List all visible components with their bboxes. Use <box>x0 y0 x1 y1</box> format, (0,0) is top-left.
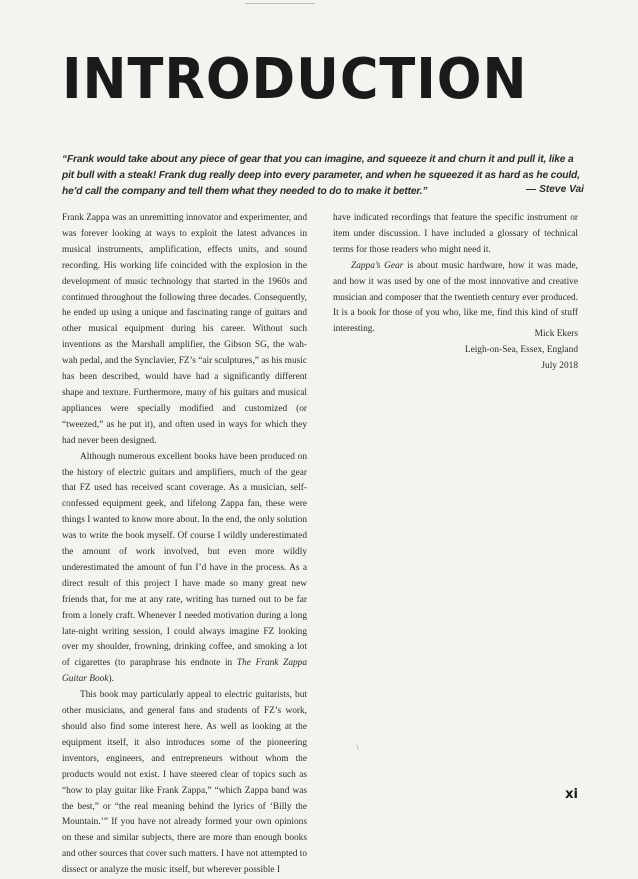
signature-block <box>333 327 578 375</box>
body-paragraph-3-continued: have indicated recordings that feature the specific instrument or item under discussion. I have included a glossary of technical terms for those readers who might need it. <box>333 213 578 255</box>
body-paragraph-2-end: ). <box>108 674 114 685</box>
author-location: Leigh-on-Sea, Essex, England <box>464 344 578 355</box>
body-column-right <box>333 211 578 338</box>
author-name: Mick Ekers <box>534 329 578 339</box>
epigraph-quote: “Frank would take about any piece of gear that you can imagine, and squeeze it and churn it and pull it, like a pit bull with a steak! Frank dug really deep into every parameter, and when he squeezed it as hard as he could, he’d call the company and tell them what they needed to do to make it better.” <box>62 154 580 197</box>
book-title-zappas-gear: Zappa’s Gear <box>351 260 404 271</box>
body-paragraph-1: Frank Zappa was an unremitting innovator and experimenter, and was forever looking at ways to exploit the latest advances in musical instruments, amplification, effects units, and sound recording. His working life coincided with the explosion in the development of music technology that started in the 1960s and continued throughout the following three decades. Consequently, he ended up using a unique and fascinating range of guitars and other musical equipment during his career. Without such inventions as the Marshall amplifier, the Gibson SG, the wah-wah pedal, and the Synclavier, FZ’s “air sculptures,” as his music has been described, would have had a significantly different shape and texture. Furthermore, many of his guitars and musical appliances were specially modified and customized (or “tweezed,” as he put it), and often used in ways for which they had never been designed. <box>62 213 307 446</box>
author-date: July 2018 <box>541 360 578 371</box>
epigraph-author: — Steve Vai <box>526 184 584 195</box>
book-title-guitar-book: The Frank Zappa Guitar Book <box>62 658 308 685</box>
body-paragraph-2-text: Although numerous excellent books have been produced on the history of electric guitars and amplifiers, much of the gear that FZ used has received scant coverage. As a musician, self-confessed equipment geek, and lifelong Zappa fan, these were things I wanted to know more about. In the end, the only solution was to write the book myself. Of course I wildly underestimated the amount of work involved, but even more wildly underestimated the amount of fun I’d have in the process. As a direct result of this project I have made so many great new friends that, for me at any rate, writing has turned out to be far from a lonely craft. Whenever I needed motivation during a long late-night writing session, I could always imagine FZ looking over my shoulder, frowning, drinking coffee, and smoking a lot of cigarettes (to paraphrase his endnote in <box>62 451 307 669</box>
page-number: xi <box>565 787 578 802</box>
body-paragraph-3: This book may particularly appeal to electric guitarists, but other musicians, and general fans and students of FZ’s work, should also find some interest here. As well as looking at the equipment itself, it also introduces some of the pioneering inventors, engineers, and entrepreneurs without whom the products would not exist. I have steered clear of topics such as “how to play guitar like Frank Zappa,” “which Zappa band was the best,” or “the real meaning behind the lyrics of ‘Billy the Mountain.’” If you have not already formed your own opinions on these and similar subjects, there are more than enough books and other sources that cover such matters. I have not attempted to dissect or analyze the music itself, but wherever possible I <box>62 690 307 876</box>
top-rule <box>245 3 315 4</box>
body-paragraph-4-text: is about music hardware, how it was made, and how it was used by one of the most innovative and creative musician and composer that the twentieth century ever produced. It is a book for those of you who, like me, find this kind of stuff interesting. <box>333 260 579 335</box>
page-title: INTRODUCTION <box>62 47 528 112</box>
body-column-left <box>62 211 307 879</box>
paper-mark <box>356 744 361 751</box>
body-paragraph-2 <box>62 450 307 689</box>
